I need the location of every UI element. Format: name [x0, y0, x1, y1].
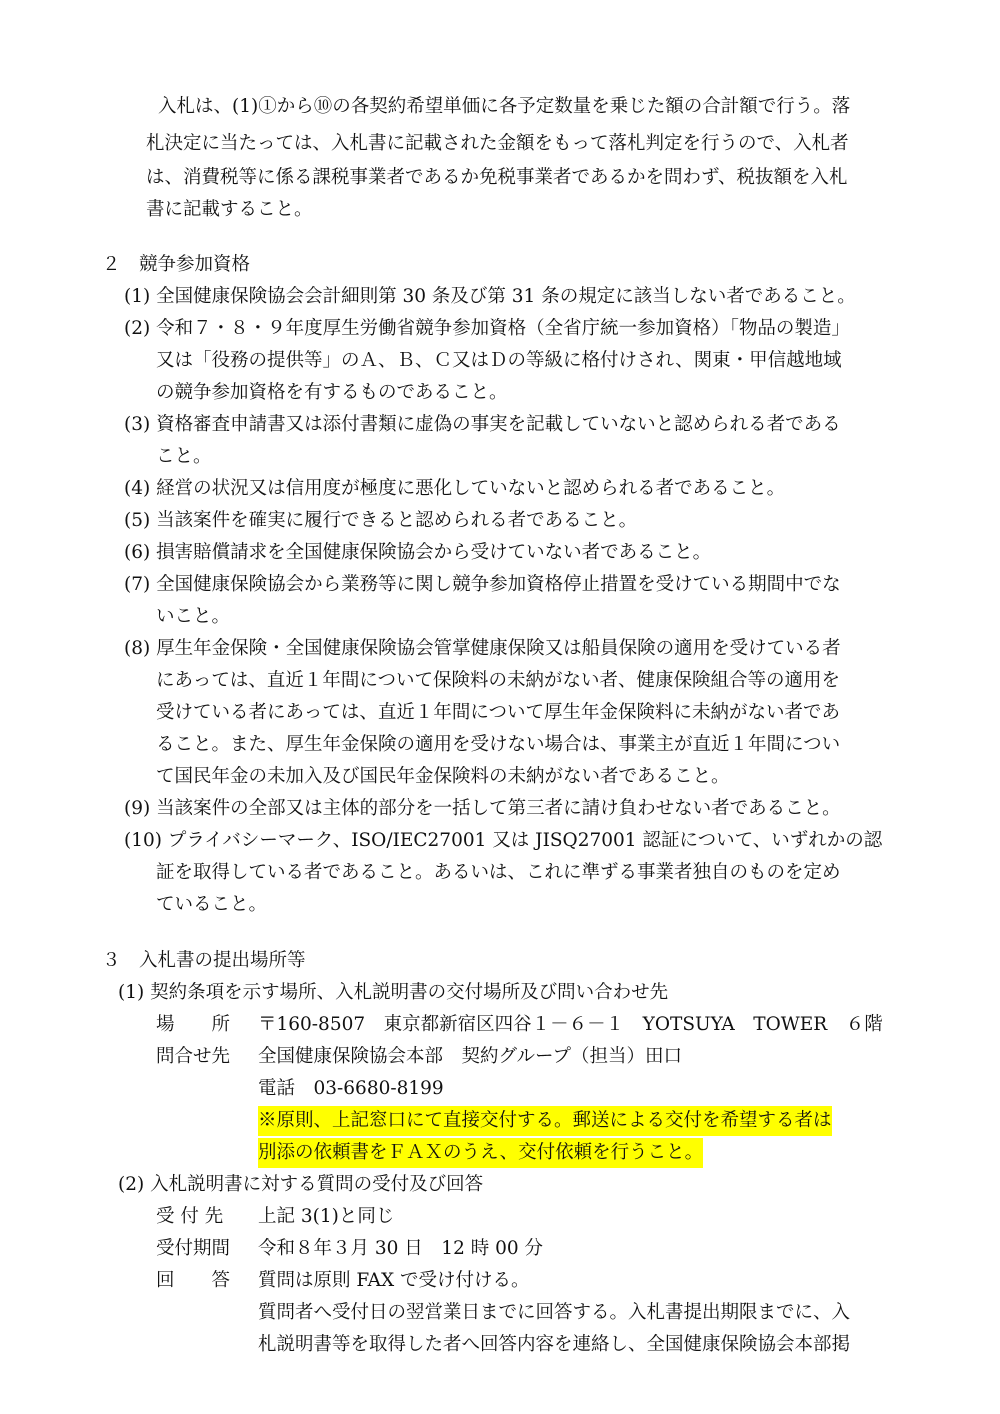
period-label: 受付期間 [156, 1238, 231, 1259]
highlighted-notice-line: 別添の依頼書をＦＡＸのうえ、交付依頼を行うこと。 [258, 1138, 703, 1168]
list-item: (1) 全国健康保険協会会計細則第 30 条及び第 31 条の規定に該当しない者であること。 [124, 286, 856, 307]
intro-line: は、消費税等に係る課税事業者であるか免税事業者であるかを問わず、税抜額を入札 [146, 167, 848, 188]
answer-line: 札説明書等を取得した者へ回答内容を連絡し、全国健康保険協会本部掲 [258, 1334, 851, 1355]
list-item: (6) 損害賠償請求を全国健康保険協会から受けていない者であること。 [124, 542, 712, 563]
contact-value: 全国健康保険協会本部 契約グループ（担当）田口 [258, 1046, 683, 1067]
list-item: (2) 令和７・８・９年度厚生労働省競争参加資格（全省庁統一参加資格）「物品の製造」 [124, 318, 850, 339]
list-item: (7) 全国健康保険協会から業務等に関し競争参加資格停止措置を受けている期間中でな [124, 574, 841, 595]
intro-line: 書に記載すること。 [146, 199, 313, 220]
list-item-continuation: ていること。 [156, 894, 268, 915]
period-value: 令和８年３月 30 日 12 時 00 分 [258, 1238, 544, 1259]
list-item-continuation: て国民年金の未加入及び国民年金保険料の未納がない者であること。 [156, 766, 730, 787]
list-item-continuation: 受けている者にあっては、直近１年間について厚生年金保険料に未納がない者であ [156, 702, 840, 723]
reception-label: 受 付 先 [156, 1206, 224, 1227]
highlighted-notice-line: ※原則、上記窓口にて直接交付する。郵送による交付を希望する者は [258, 1106, 832, 1136]
list-item: (10) プライバシーマーク、ISO/IEC27001 又は JISQ27001 認証について、いずれかの認 [124, 830, 883, 851]
list-item-continuation: こと。 [156, 446, 212, 467]
list-item-continuation: ること。また、厚生年金保険の適用を受けない場合は、事業主が直近１年間につい [156, 734, 841, 755]
list-item: (3) 資格審査申請書又は添付書類に虚偽の事実を記載していないと認められる者である [124, 414, 841, 435]
list-item-continuation: の競争参加資格を有するものであること。 [156, 382, 508, 403]
subsection-title: (1) 契約条項を示す場所、入札説明書の交付場所及び問い合わせ先 [118, 982, 669, 1003]
list-item-continuation: 証を取得している者であること。あるいは、これに準ずる事業者独自のものを定め [156, 862, 841, 883]
list-item-continuation: 又は「役務の提供等」のＡ、Ｂ、Ｃ又はＤの等級に格付けされ、関東・甲信越地域 [156, 350, 842, 371]
contact-label: 問合せ先 [156, 1046, 231, 1067]
list-item-continuation: いこと。 [156, 606, 231, 627]
list-item: (9) 当該案件の全部又は主体的部分を一括して第三者に請け負わせない者であること。 [124, 798, 841, 819]
reception-value: 上記 3(1)と同じ [258, 1206, 395, 1227]
answer-label: 回 答 [156, 1270, 231, 1291]
answer-line: 質問は原則 FAX で受け付ける。 [258, 1270, 530, 1291]
phone-number: 電話 03-6680-8199 [258, 1078, 444, 1099]
list-item: (8) 厚生年金保険・全国健康保険協会管掌健康保険又は船員保険の適用を受けている者 [124, 638, 841, 659]
place-label: 場 所 [156, 1014, 231, 1035]
place-value: 〒160-8507 東京都新宿区四谷１－６－１ YOTSUYA TOWER ６階 [258, 1014, 883, 1035]
list-item: (5) 当該案件を確実に履行できると認められる者であること。 [124, 510, 638, 531]
section-heading: ２ 競争参加資格 [102, 254, 251, 275]
intro-line: 入札は、(1)①から⑩の各契約希望単価に各予定数量を乗じた額の合計額で行う。落 [158, 96, 851, 117]
answer-line: 質問者へ受付日の翌営業日までに回答する。入札書提出期限までに、入 [258, 1302, 851, 1323]
section-heading: ３ 入札書の提出場所等 [102, 950, 306, 971]
subsection-title: (2) 入札説明書に対する質問の受付及び回答 [118, 1174, 484, 1195]
list-item-continuation: にあっては、直近１年間について保険料の未納がない者、健康保険組合等の適用を [156, 670, 840, 691]
intro-line: 札決定に当たっては、入札書に記載された金額をもって落札判定を行うので、入札者 [146, 133, 849, 154]
list-item: (4) 経営の状況又は信用度が極度に悪化していないと認められる者であること。 [124, 478, 786, 499]
